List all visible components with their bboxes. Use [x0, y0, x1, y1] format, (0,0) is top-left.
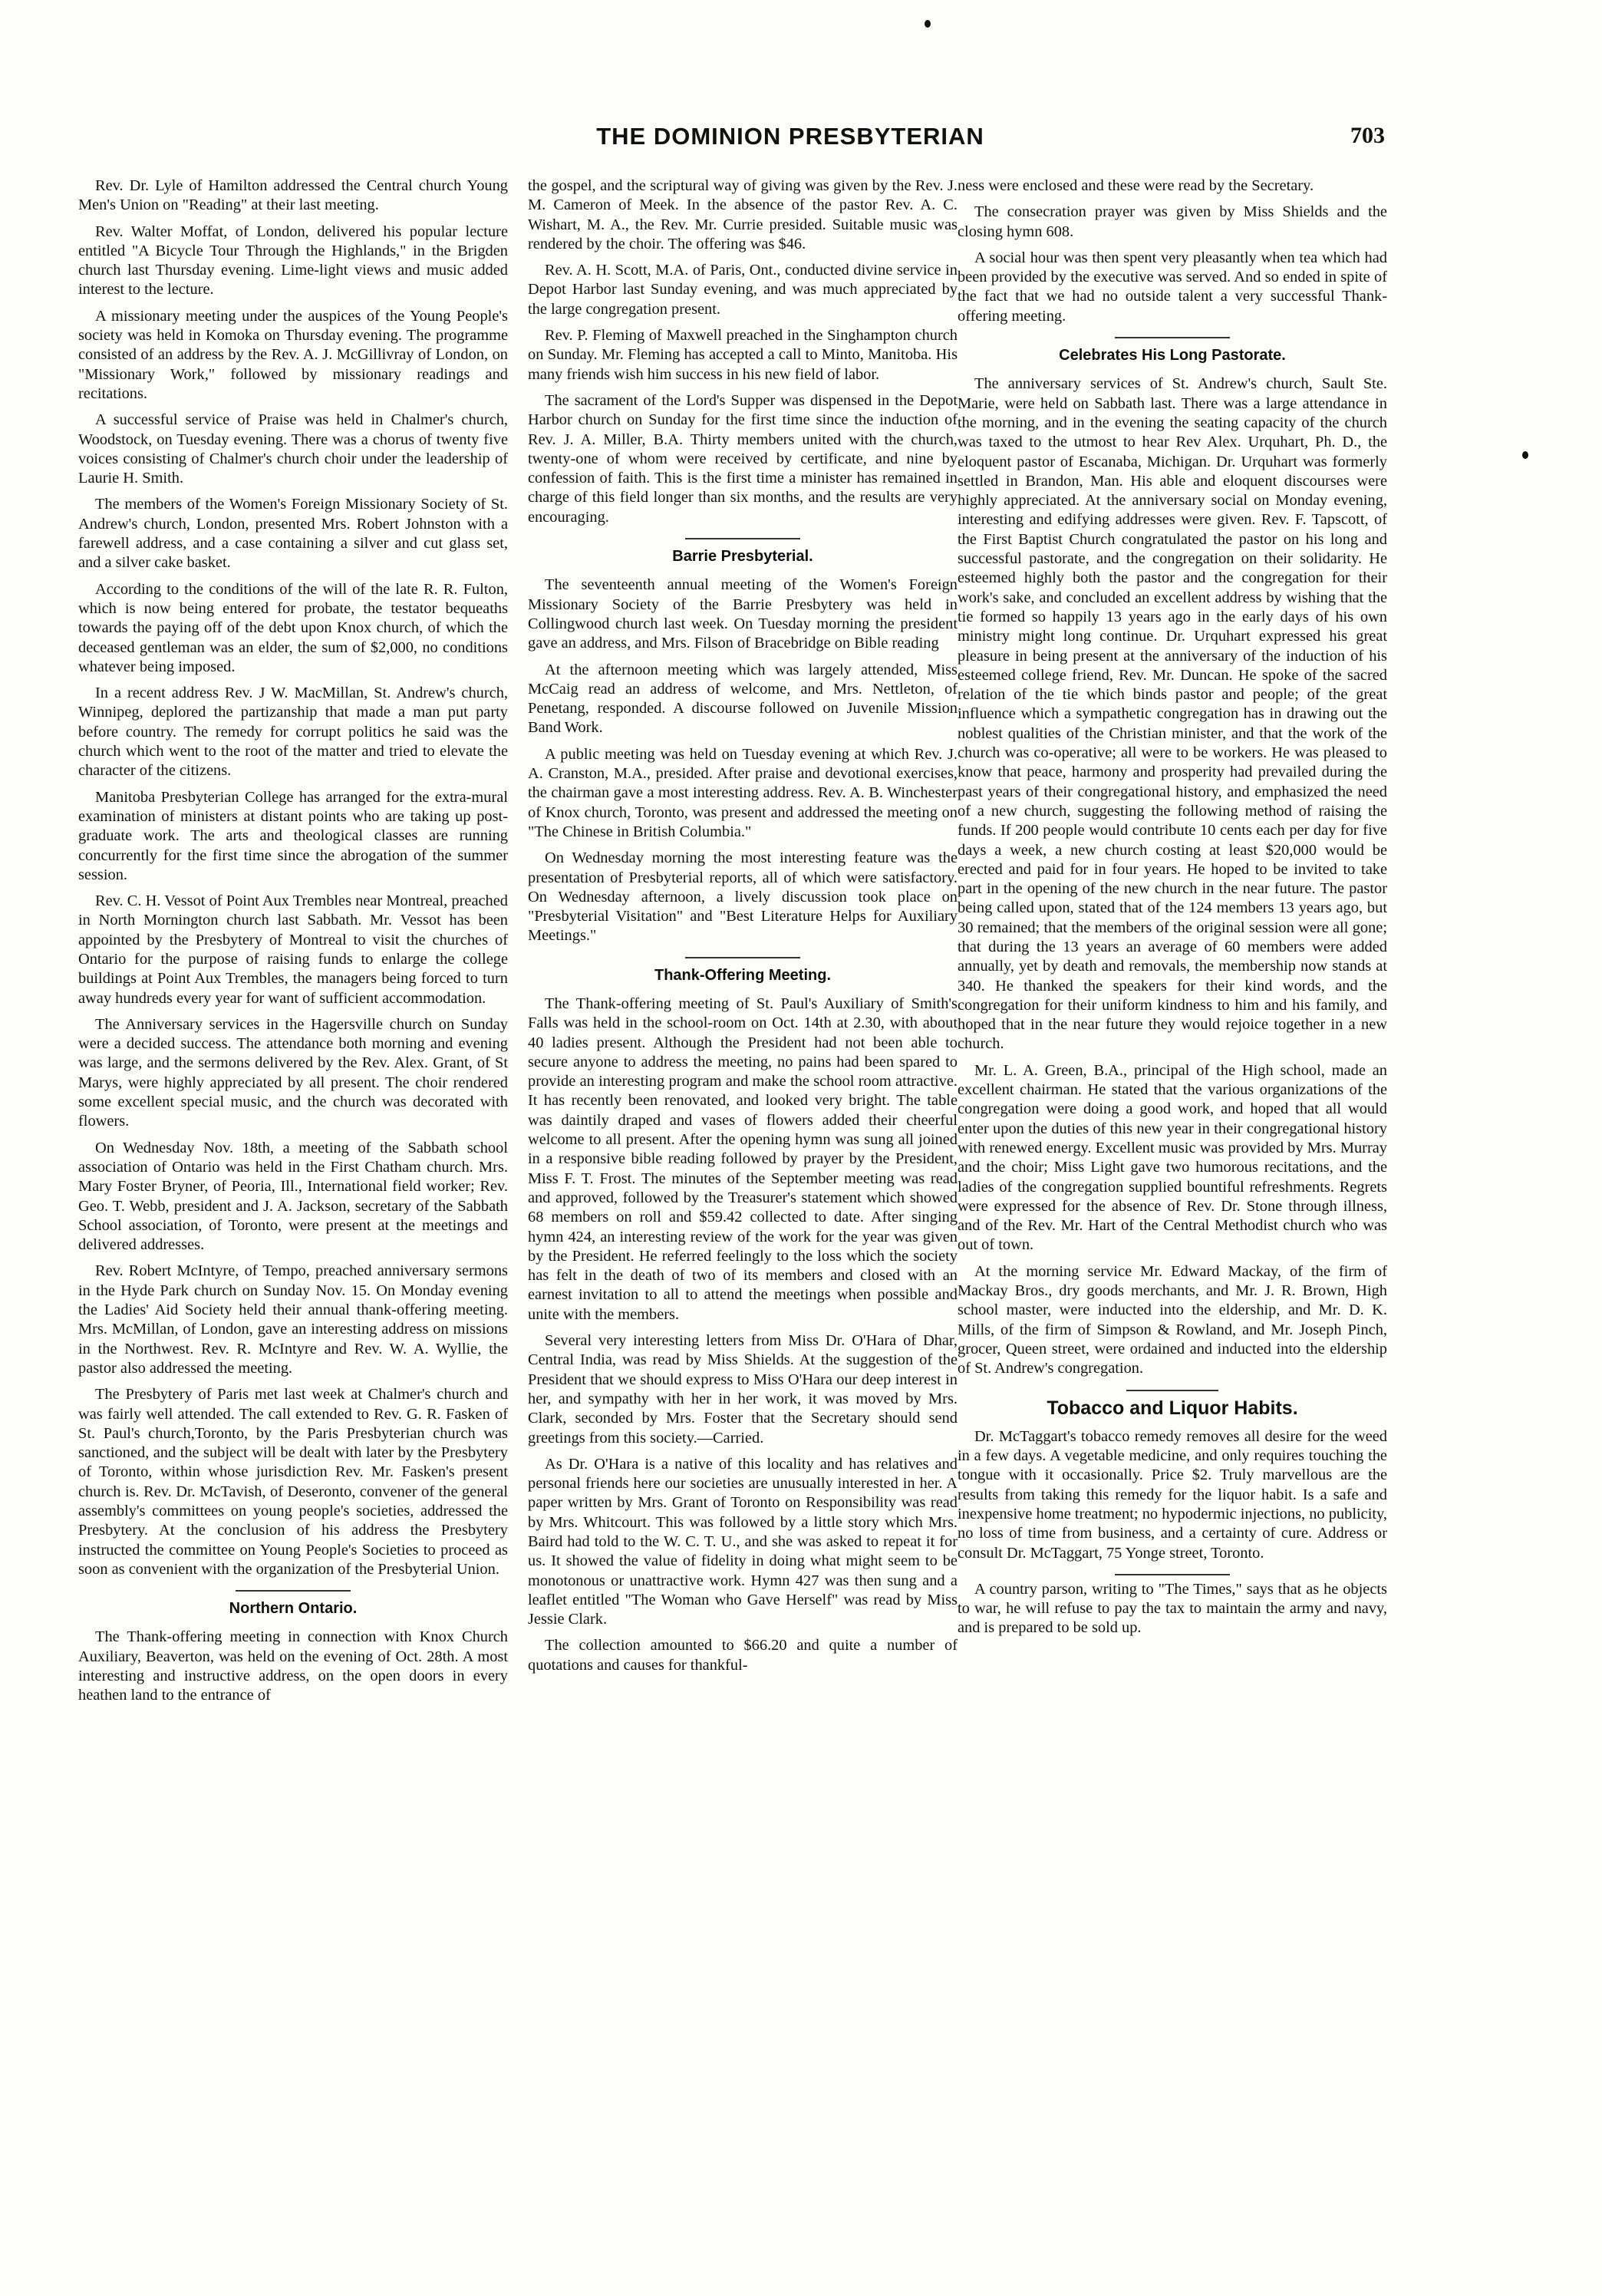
print-speck [925, 20, 931, 28]
section-divider [1115, 1574, 1230, 1575]
news-item: Manitoba Presbyterian College has arranged for the extra-mural examination of ministers at distant points who are taking up post-graduate work. The arts and theological classes are running concurrently for the first time since the abrogation of the summer session. [78, 788, 508, 883]
news-item: The Thank-offering meeting in connection with Knox Church Auxiliary, Beaverton, was held on the evening of Oct. 28th. A most interesting and instructive address, on the open doors in every heathen land to the entrance of [78, 1628, 508, 1704]
section-divider [1126, 1390, 1218, 1391]
section-divider [236, 1590, 351, 1592]
news-item: A social hour was then spent very pleasantly when tea which had been provided by the executive was served. And so ended in spite of the fact that we had no outside talent a very successful Thank-offering meeting. [958, 249, 1387, 325]
news-item: Rev. C. H. Vessot of Point Aux Trembles near Montreal, preached in North Mornington church last Sabbath. Mr. Vessot has been appointed by the Presbytery of Montreal to visit the churches of Ontario for the purpose of raising funds to enlarge the college buildings at Point Aux Trembles, the managers being forced to turn away hundreds every year for want of sufficient accommodation. [78, 892, 508, 1007]
print-speck [1522, 451, 1528, 459]
news-item: The Anniversary services in the Hagersville church on Sunday were a decided success. The attendance both morning and evening was large, and the sermons delivered by the Rev. Alex. Grant, of St Marys, were highly appreciated by all present. The choir rendered some excellent special music, and the church was decorated with flowers. [78, 1015, 508, 1130]
news-item: Rev. Robert McIntyre, of Tempo, preached anniversary sermons in the Hyde Park church on Sunday Nov. 15. On Monday evening the Ladies' Aid Society held their annual thank-offering meeting. Mrs. McMillan, of London, gave an interesting address on missions in the Northwest. Rev. R. McIntyre and Rev. W. A. Wyllie, the pastor also addressed the meeting. [78, 1262, 508, 1377]
advertisement: Dr. McTaggart's tobacco remedy removes all desire for the weed in a few days. A vegetable medicine, and only requires touching the tongue with it occasionally. Price $2. Truly marvellous are the results from taking this remedy for the liquor habit. Is a safe and inexpensive home treatment; no hypodermic injections, no publicity, no loss of time from business, and a certainty of cure. Address or consult Dr. McTaggart, 75 Yonge street, Toronto. [958, 1427, 1387, 1562]
news-item: A country parson, writing to "The Times," says that as he objects to war, he will refuse to pay the tax to maintain the army and navy, and is prepared to be sold up. [958, 1580, 1387, 1637]
column-left [78, 176, 508, 1713]
news-item: At the morning service Mr. Edward Mackay, of the firm of Mackay Bros., dry goods merchants, and Mr. J. R. Brown, High school master, were inducted into the eldership, and Mr. D. K. Mills, of the firm of Simpson & Rowland, and Mr. Joseph Pinch, grocer, Queen street, were ordained and inducted into the eldership of St. Andrew's congregation. [958, 1262, 1387, 1377]
section-divider [685, 538, 800, 539]
news-item: The sacrament of the Lord's Supper was dispensed in the Depot Harbor church on Sunday for the first time since the induction of Rev. J. A. Miller, B.A. Thirty members united with the church, twenty-one of whom were received by certificate, and nine by confession of faith. This is the first time a minister has remained in charge of this field longer than six months, and the results are very encouraging. [528, 391, 958, 526]
news-item: In a recent address Rev. J W. MacMillan, St. Andrew's church, Winnipeg, deplored the partizanship that made a man put party before country. The remedy for corrupt politics he said was the church which went to the root of the matter and tried to elevate the character of the citizens. [78, 685, 508, 780]
news-item: The anniversary services of St. Andrew's church, Sault Ste. Marie, were held on Sabbath last. There was a large attendance in the morning, and in the evening the seating capacity of the church was taxed to the utmost to hear Rev Alex. Urquhart, Ph. D., the eloquent pastor of Escanaba, Michigan. Dr. Urquhart was formerly settled in Brandon, Man. His able and eloquent discourses were highly appreciated. At the anniversary social on Monday evening, interesting and edifying addresses were given. Rev. F. Tapscott, of the First Baptist Church congratulated the pastor on his long and successful pastorate, and the congregation on their solidarity. He esteemed highly both the pastor and the congregation for their work's sake, and concluded an excellent address by wishing that the tie formed so happily 13 years ago in the early days of his own ministry might long continue. Dr. Urquhart expressed his great pleasure in being present at the anniversary of the induction of his esteemed college friend, Rev. Mr. Duncan. He spoke of the sacred relation of the tie which binds pastor and people; of the great influence which a sympathetic congregation has in drawing out the noblest qualities of the Christian minister, and that the work of the church was co-operative; all were to be workers. He was pleased to know that peace, harmony and prosperity had prevailed during the past years of their congregational history, and emphasized the need of a new church, suggesting the following method of raising the funds. If 200 people would contribute 10 cents each per day for five days a week, a new church costing at least $20,000 would be erected and paid for in four years. He hoped to be invited to take part in the opening of the new church in the near future. The pastor being called upon, stated that of the 124 members 13 years ago, but 30 remained; that the members of the original session were all gone; that during the 13 years an average of 60 members were added annually, yet by death and removals, the membership now stands at 340. He thanked the speakers for their kind words, and the congregation for their uniform kindness to him and his family, and hoped that in the near future they would rejoice together in a new church. [958, 375, 1387, 1053]
section-heading: Thank-Offering Meeting. [654, 966, 831, 984]
news-item: Rev. A. H. Scott, M.A. of Paris, Ont., conducted divine service in Depot Harbor last Sunday evening, and was much appreciated by the large congregation present. [528, 262, 958, 318]
column-middle [528, 176, 958, 1682]
news-item: At the afternoon meeting which was largely attended, Miss McCaig read an address of welcome, and Mrs. Nettleton, of Penetang, responded. A discourse followed on Juvenile Mission Band Work. [528, 661, 958, 737]
news-item: As Dr. O'Hara is a native of this locality and has relatives and personal friends here our societies are unusually interested in her. A paper written by Mrs. Grant of Toronto on Responsibility was read by Mrs. Whitcourt. This was followed by a little story which Mrs. Baird had told to the W. C. T. U., and she was asked to repeat it for us. It showed the value of fidelity in doing what might seem to be monotonous or unattractive work. Hymn 427 was then sung and a leaflet entitled "The Woman who Gave Herself" was read by Miss Jessie Clark. [528, 1455, 958, 1628]
section-heading: Northern Ontario. [229, 1600, 358, 1618]
news-item: Rev. Walter Moffat, of London, delivered his popular lecture entitled "A Bicycle Tour Through the Highlands," in the Brigden church last Thursday evening. Lime-light views and music added interest to the lecture. [78, 223, 508, 299]
news-item: The members of the Women's Foreign Missionary Society of St. Andrew's church, London, presented Mrs. Robert Johnston with a farewell address, and a case containing a silver and cut glass set, and a silver cake basket. [78, 496, 508, 572]
news-item: On Wednesday morning the most interesting feature was the presentation of Presbyterial reports, all of which were satisfactory. On Wednesday afternoon, a lively discussion took place on "Presbyterial Visitation" and "Best Literature Helps for Auxiliary Meetings." [528, 849, 958, 945]
news-item: The Presbytery of Paris met last week at Chalmer's church and was fairly well attended. The call extended to Rev. G. R. Fasken of St. Paul's church,Toronto, by the Paris Presbyterian church was sanctioned, and the subject will be dealt with later by the Presbytery of Toronto, within whose jurisdiction Rev. Mr. Fasken's present church is. Rev. Dr. McTavish, of Deseronto, convener of the general assembly's committees on young people's societies, addressed the Presbytery. At the conclusion of his address the Presbytery instructed the committee on Young People's Societies to proceed as soon as convenient with the organization of the Presbyterial Union. [78, 1386, 508, 1578]
news-item: Rev. Dr. Lyle of Hamilton addressed the Central church Young Men's Union on "Reading" at their last meeting. [78, 177, 508, 214]
news-item: A successful service of Praise was held in Chalmer's church, Woodstock, on Tuesday evening. There was a chorus of twenty five voices consisting of Chalmer's church choir under the leadership of Laurie H. Smith. [78, 411, 508, 487]
section-heading: Celebrates His Long Pastorate. [1059, 347, 1286, 365]
news-item: According to the conditions of the will of the late R. R. Fulton, which is now being entered for probate, the testator bequeaths towards the paying off of the debt upon Knox church, of which the deceased gentleman was an elder, the sum of $2,000, no conditions whatever being imposed. [78, 580, 508, 675]
news-item: A public meeting was held on Tuesday evening at which Rev. J. A. Cranston, M.A., presided. After praise and devotional exercises, the chairman gave a most interesting address. Rev. A. B. Winchester of Knox church, Toronto, was present and addressed the meeting on "The Chinese in British Columbia." [528, 745, 958, 840]
news-item: Rev. P. Fleming of Maxwell preached in the Singhampton church on Sunday. Mr. Fleming has accepted a call to Minto, Manitoba. His many friends wish him success in his new field of labor. [528, 327, 958, 383]
news-item: The Thank-offering meeting of St. Paul's Auxiliary of Smith's Falls was held in the school-room on Oct. 14th at 2.30, with about 40 ladies present. Although the President had not been able to secure anyone to address the meeting, no pains had been spared to provide an interesting program and make the school room attractive. It has recently been renovated, and looked very bright. The table was daintily draped and vases of flowers added their cheerful welcome to all present. After the opening hymn was sung all joined in a responsive bible reading followed by prayer by the President, Miss F. T. Frost. The minutes of the September meeting was read and approved, followed by the Treasurer's statement which showed 68 members on roll and $59.42 collected to date. After singing hymn 424, an interesting review of the work for the year was given by the President. He referred feelingly to the loss which the society has felt in the death of two of its members and closed with an earnest invitation to all to attend the meetings when possible and unite with the members. [528, 995, 958, 1323]
page-header-title: THE DOMINION PRESBYTERIAN [596, 123, 984, 150]
news-item: On Wednesday Nov. 18th, a meeting of the Sabbath school association of Ontario was held in the First Chatham church. Mrs. Mary Foster Bryner, of Peoria, Ill., International field worker; Rev. Geo. T. Webb, president and J. A. Jackson, secretary of the Sabbath School association, of Toronto, were present at the meetings and delivered addresses. [78, 1139, 508, 1254]
page-number: 703 [1350, 123, 1385, 148]
news-item: The consecration prayer was given by Miss Shields and the closing hymn 608. [958, 203, 1387, 240]
news-item: Several very interesting letters from Miss Dr. O'Hara of Dhar, Central India, was read by Miss Shields. At the suggestion of the President that we should express to Miss O'Hara our deep interest in her, and sympathy with her in her work, it was moved by Mrs. Clark, seconded by Mrs. Foster that the Secretary should send greetings from this society.—Carried. [528, 1332, 958, 1447]
section-heading: Barrie Presbyterial. [672, 548, 813, 566]
news-item: ness were enclosed and these were read by the Secretary. [958, 177, 1314, 194]
news-item: Mr. L. A. Green, B.A., principal of the High school, made an excellent chairman. He stated that the various organizations of the congregation were doing a good work, and hoped that all would enter upon the duties of this new year in their congregational history with renewed energy. Excellent music was provided by Mrs. Murray and the choir; Miss Light gave two humorous recitations, and the ladies of the congregation supplied bountiful refreshments. Regrets were expressed for the absence of Rev. Dr. Stone through illness, and of the Rev. Mr. Hart of the Central Methodist church who was out of town. [958, 1061, 1387, 1254]
news-item: The collection amounted to $66.20 and quite a number of quotations and causes for thankful- [528, 1637, 958, 1674]
news-item: the gospel, and the scriptural way of giving was given by the Rev. J. M. Cameron of Meek. In the absence of the pastor Rev. A. C. Wishart, M. A., the Rev. Mr. Currie presided. Suitable music was rendered by the choir. The offering was $46. [528, 177, 958, 252]
column-right [958, 176, 1387, 1645]
section-divider [1115, 337, 1230, 338]
section-heading: Tobacco and Liquor Habits. [1047, 1397, 1298, 1419]
news-item: A missionary meeting under the auspices of the Young People's society was held in Komoka on Thursday evening. The programme consisted of an address by the Rev. A. J. McGillivray of London, on "Missionary Work," followed by missionary readings and recitations. [78, 307, 508, 402]
section-divider [685, 957, 800, 958]
news-item: The seventeenth annual meeting of the Women's Foreign Missionary Society of the Barrie Presbytery was held in Collingwood church last week. On Tuesday morning the president gave an address, and Mrs. Filson of Bracebridge on Bible reading [528, 576, 958, 652]
